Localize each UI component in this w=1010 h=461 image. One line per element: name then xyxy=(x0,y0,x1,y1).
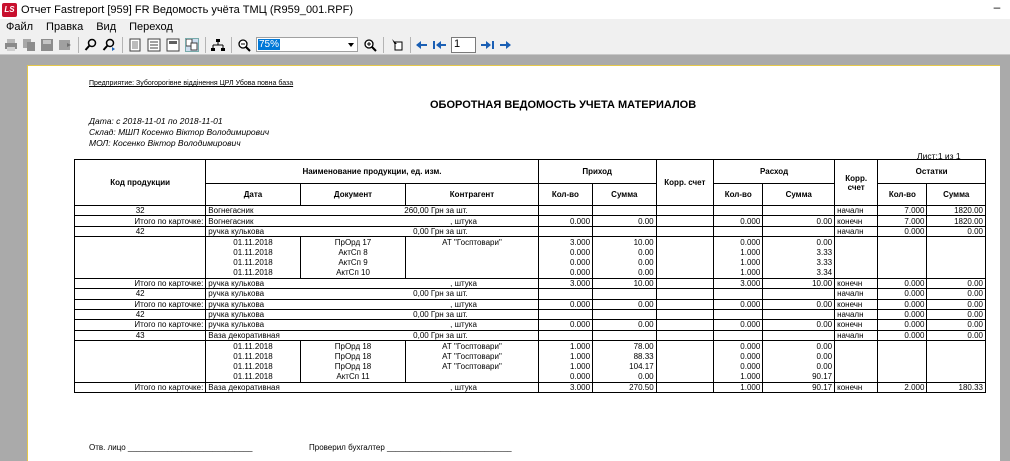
header-qty: Кол-во xyxy=(538,184,592,206)
balance-qty xyxy=(878,268,927,278)
expense-sum: 90.17 xyxy=(763,382,835,392)
page-view-icon[interactable] xyxy=(128,38,142,52)
corr-account xyxy=(656,341,713,351)
chevron-down-icon xyxy=(348,43,354,47)
doc-number: ПрОрд 17 xyxy=(300,237,406,247)
corr-account xyxy=(656,289,713,299)
expense-qty xyxy=(714,330,763,340)
document-row xyxy=(75,257,986,267)
doc-date: 01.11.2018 xyxy=(206,351,300,361)
doc-counterparty xyxy=(406,372,538,382)
total-row xyxy=(75,382,986,392)
corr-account xyxy=(656,216,713,226)
balance-kind: конечн xyxy=(835,278,878,288)
expense-sum: 90.17 xyxy=(763,372,835,382)
product-name: Вогнегасник xyxy=(206,216,300,226)
income-sum xyxy=(593,330,657,340)
corr-account xyxy=(656,320,713,330)
expense-qty xyxy=(714,226,763,236)
enterprise-label: Предприятие: Зубогорогівне віддінення ЦРЛ Убова повна база xyxy=(89,80,294,87)
income-sum: 0.00 xyxy=(593,257,657,267)
income-qty: 3.000 xyxy=(538,382,592,392)
page-width-icon[interactable] xyxy=(147,38,161,52)
income-sum: 0.00 xyxy=(593,216,657,226)
expense-sum xyxy=(763,206,835,216)
doc-date: 01.11.2018 xyxy=(206,361,300,371)
report-table xyxy=(74,159,986,393)
export-icon[interactable] xyxy=(58,38,72,52)
balance-sum: 0.00 xyxy=(927,330,986,340)
balance-sum xyxy=(927,361,986,371)
document-row xyxy=(75,268,986,278)
balance-kind: началн xyxy=(835,289,878,299)
expense-sum: 0.00 xyxy=(763,341,835,351)
income-qty: 3.000 xyxy=(538,237,592,247)
responsible-signature: Отв. лицо ____________________________ xyxy=(89,443,253,452)
balance-sum: 0.00 xyxy=(927,289,986,299)
corr-account xyxy=(656,309,713,319)
doc-counterparty: АТ "Госптовари" xyxy=(406,237,538,247)
income-qty: 0.000 xyxy=(538,216,592,226)
product-unit: , штука xyxy=(300,278,538,288)
header-document: Документ xyxy=(300,184,406,206)
item-row xyxy=(75,206,986,216)
income-sum: 0.00 xyxy=(593,299,657,309)
corr-account xyxy=(656,226,713,236)
balance-kind xyxy=(835,268,878,278)
minimize-button[interactable]: – xyxy=(993,0,1001,14)
document-row xyxy=(75,341,986,351)
corr-account xyxy=(656,247,713,257)
doc-date: 01.11.2018 xyxy=(206,268,300,278)
expense-qty: 1.000 xyxy=(714,372,763,382)
header-sum: Сумма xyxy=(593,184,657,206)
income-qty xyxy=(538,309,592,319)
income-sum: 0.00 xyxy=(593,320,657,330)
corr-account xyxy=(656,351,713,361)
doc-date: 01.11.2018 xyxy=(206,247,300,257)
income-sum: 270.50 xyxy=(593,382,657,392)
header-corr2: Корр. счет xyxy=(835,160,878,206)
balance-kind: началн xyxy=(835,226,878,236)
header-expense: Расход xyxy=(714,160,835,184)
income-sum: 0.00 xyxy=(593,372,657,382)
product-name: ручка кулькова xyxy=(206,289,300,299)
header-name: Наименование продукции, ед. изм. xyxy=(206,160,538,184)
table-header-row xyxy=(75,160,986,184)
product-unit: , штука xyxy=(300,320,538,330)
balance-qty xyxy=(878,361,927,371)
product-code: 42 xyxy=(75,289,206,299)
income-qty: 1.000 xyxy=(538,351,592,361)
balance-sum: 180.33 xyxy=(927,382,986,392)
expense-qty: 0.000 xyxy=(714,237,763,247)
header-income: Приход xyxy=(538,160,656,184)
product-price: 260,00 Грн за шт. xyxy=(300,206,538,216)
product-name: ручка кулькова xyxy=(206,278,300,288)
income-qty: 3.000 xyxy=(538,278,592,288)
corr-account xyxy=(656,278,713,288)
corr-account xyxy=(656,330,713,340)
balance-sum: 1820.00 xyxy=(927,216,986,226)
document-row xyxy=(75,351,986,361)
expense-sum: 0.00 xyxy=(763,351,835,361)
menu-bar xyxy=(0,19,1010,35)
product-name: ручка кулькова xyxy=(206,309,300,319)
balance-kind xyxy=(835,372,878,382)
product-unit: , штука xyxy=(300,299,538,309)
income-sum: 0.00 xyxy=(593,247,657,257)
income-qty xyxy=(538,289,592,299)
code-cell xyxy=(75,341,206,351)
income-qty: 0.000 xyxy=(538,247,592,257)
expense-sum: 3.34 xyxy=(763,268,835,278)
header-date: Дата xyxy=(206,184,300,206)
doc-counterparty xyxy=(406,257,538,267)
toolbar-separator xyxy=(231,37,232,53)
product-code: 32 xyxy=(75,206,206,216)
document-row xyxy=(75,372,986,382)
page-number-input[interactable]: 1 xyxy=(451,37,476,53)
accountant-signature: Проверил бухгалтер ____________________________ xyxy=(309,443,512,452)
balance-qty: 0.000 xyxy=(878,309,927,319)
doc-date: 01.11.2018 xyxy=(206,341,300,351)
product-code: 42 xyxy=(75,309,206,319)
income-qty: 1.000 xyxy=(538,341,592,351)
zoom-in-icon[interactable] xyxy=(363,38,377,52)
expense-sum xyxy=(763,289,835,299)
product-unit: , штука xyxy=(300,382,538,392)
expense-sum: 3.33 xyxy=(763,257,835,267)
window-title: Отчет Fastreport [959] FR Ведомость учёта ТМЦ (R959_001.RPF) xyxy=(21,3,354,16)
total-row xyxy=(75,216,986,226)
item-row xyxy=(75,330,986,340)
expense-qty: 1.000 xyxy=(714,257,763,267)
menu-view[interactable]: Вид xyxy=(96,21,117,33)
product-name: Вогнегасник xyxy=(206,206,300,216)
code-cell xyxy=(75,247,206,257)
balance-qty xyxy=(878,372,927,382)
hand-tool-icon[interactable] xyxy=(390,38,404,52)
report-title: ОБОРОТНАЯ ВЕДОМОСТЬ УЧЕТА МАТЕРИАЛОВ xyxy=(430,99,697,111)
expense-sum: 10.00 xyxy=(763,278,835,288)
expense-sum xyxy=(763,330,835,340)
expense-qty: 0.000 xyxy=(714,299,763,309)
product-name: Ваза декоративная xyxy=(206,382,300,392)
balance-kind xyxy=(835,257,878,267)
balance-kind: конечн xyxy=(835,382,878,392)
save-icon[interactable] xyxy=(40,38,54,52)
report-page xyxy=(27,65,1000,461)
income-qty: 0.000 xyxy=(538,372,592,382)
tree-structure-icon[interactable] xyxy=(211,38,225,52)
item-row xyxy=(75,289,986,299)
expense-sum: 0.00 xyxy=(763,361,835,371)
doc-number: АктСп 9 xyxy=(300,257,406,267)
balance-qty xyxy=(878,341,927,351)
corr-account xyxy=(656,299,713,309)
total-label: Итого по карточке: xyxy=(75,382,206,392)
total-row xyxy=(75,320,986,330)
title-bar xyxy=(0,0,1010,19)
balance-kind: началн xyxy=(835,309,878,319)
app-logo-icon: LS xyxy=(2,3,17,17)
income-sum xyxy=(593,206,657,216)
find-icon[interactable] xyxy=(84,38,98,52)
expense-qty: 0.000 xyxy=(714,361,763,371)
doc-number: ПрОрд 18 xyxy=(300,361,406,371)
document-row xyxy=(75,247,986,257)
copy-icon[interactable] xyxy=(22,38,36,52)
balance-sum xyxy=(927,341,986,351)
balance-sum xyxy=(927,257,986,267)
balance-kind: началн xyxy=(835,330,878,340)
product-price: 0,00 Грн за шт. xyxy=(300,289,538,299)
corr-account xyxy=(656,361,713,371)
header-corr: Корр. счет xyxy=(656,160,713,206)
prev-page-icon[interactable] xyxy=(415,38,429,52)
toolbar-separator xyxy=(122,37,123,53)
expense-sum: 0.00 xyxy=(763,320,835,330)
header-code: Код продукции xyxy=(75,160,206,206)
balance-sum: 0.00 xyxy=(927,320,986,330)
product-code: 42 xyxy=(75,226,206,236)
report-date: Дата: с 2018-11-01 по 2018-11-01 xyxy=(89,116,223,126)
income-qty: 0.000 xyxy=(538,268,592,278)
total-label: Итого по карточке: xyxy=(75,216,206,226)
expense-sum xyxy=(763,226,835,236)
expense-qty: 1.000 xyxy=(714,382,763,392)
expense-qty: 1.000 xyxy=(714,247,763,257)
balance-kind xyxy=(835,361,878,371)
expense-qty: 0.000 xyxy=(714,216,763,226)
income-qty xyxy=(538,206,592,216)
balance-qty xyxy=(878,351,927,361)
doc-number: АктСп 8 xyxy=(300,247,406,257)
document-row xyxy=(75,237,986,247)
product-price: 0,00 Грн за шт. xyxy=(300,309,538,319)
product-name: Ваза декоративная xyxy=(206,330,300,340)
first-page-icon[interactable] xyxy=(433,38,447,52)
toolbar-separator xyxy=(383,37,384,53)
balance-kind xyxy=(835,247,878,257)
whole-page-icon[interactable] xyxy=(166,38,180,52)
expense-qty xyxy=(714,289,763,299)
code-cell xyxy=(75,372,206,382)
expense-qty: 1.000 xyxy=(714,268,763,278)
balance-qty: 0.000 xyxy=(878,226,927,236)
expense-qty: 0.000 xyxy=(714,320,763,330)
multi-page-icon[interactable] xyxy=(185,38,199,52)
expense-sum xyxy=(763,309,835,319)
balance-qty: 2.000 xyxy=(878,382,927,392)
balance-kind xyxy=(835,351,878,361)
menu-edit[interactable]: Правка xyxy=(46,21,84,33)
income-qty xyxy=(538,226,592,236)
find-next-icon[interactable] xyxy=(102,38,116,52)
doc-number: АктСп 11 xyxy=(300,372,406,382)
balance-qty: 0.000 xyxy=(878,289,927,299)
corr-account xyxy=(656,206,713,216)
expense-sum: 0.00 xyxy=(763,299,835,309)
balance-sum: 0.00 xyxy=(927,278,986,288)
last-page-icon[interactable] xyxy=(480,38,494,52)
code-cell xyxy=(75,361,206,371)
corr-account xyxy=(656,237,713,247)
income-qty: 0.000 xyxy=(538,299,592,309)
toolbar-separator xyxy=(410,37,411,53)
product-unit: , штука xyxy=(300,216,538,226)
corr-account xyxy=(656,257,713,267)
income-sum xyxy=(593,309,657,319)
doc-number: АктСп 10 xyxy=(300,268,406,278)
doc-number: ПрОрд 18 xyxy=(300,351,406,361)
expense-qty: 0.000 xyxy=(714,341,763,351)
balance-qty xyxy=(878,237,927,247)
balance-kind xyxy=(835,341,878,351)
income-sum: 10.00 xyxy=(593,278,657,288)
balance-kind: конечн xyxy=(835,299,878,309)
income-sum xyxy=(593,289,657,299)
doc-date: 01.11.2018 xyxy=(206,237,300,247)
doc-counterparty: АТ "Госптовари" xyxy=(406,341,538,351)
income-sum: 104.17 xyxy=(593,361,657,371)
balance-sum xyxy=(927,237,986,247)
total-label: Итого по карточке: xyxy=(75,299,206,309)
total-label: Итого по карточке: xyxy=(75,278,206,288)
total-label: Итого по карточке: xyxy=(75,320,206,330)
next-page-icon[interactable] xyxy=(498,38,512,52)
balance-kind: конечн xyxy=(835,320,878,330)
balance-sum: 1820.00 xyxy=(927,206,986,216)
report-mol: МОЛ: Косенко Віктор Володимирович xyxy=(89,138,241,148)
code-cell xyxy=(75,268,206,278)
balance-sum xyxy=(927,268,986,278)
report-warehouse: Склад: МШП Косенко Віктор Володимирович xyxy=(89,127,270,137)
doc-counterparty: АТ "Госптовари" xyxy=(406,351,538,361)
income-qty: 0.000 xyxy=(538,320,592,330)
balance-sum: 0.00 xyxy=(927,226,986,236)
zoom-select[interactable] xyxy=(256,37,358,52)
toolbar-separator xyxy=(205,37,206,53)
item-row xyxy=(75,226,986,236)
corr-account xyxy=(656,382,713,392)
product-name: ручка кулькова xyxy=(206,226,300,236)
doc-counterparty xyxy=(406,247,538,257)
corr-account xyxy=(656,268,713,278)
balance-qty xyxy=(878,247,927,257)
report-viewport[interactable] xyxy=(0,55,1010,461)
product-code: 43 xyxy=(75,330,206,340)
print-icon[interactable] xyxy=(4,38,18,52)
code-cell xyxy=(75,351,206,361)
expense-qty xyxy=(714,309,763,319)
expense-qty xyxy=(714,206,763,216)
income-qty: 1.000 xyxy=(538,361,592,371)
income-sum: 78.00 xyxy=(593,341,657,351)
balance-sum xyxy=(927,351,986,361)
item-row xyxy=(75,309,986,319)
header-balance: Остатки xyxy=(878,160,986,184)
code-cell xyxy=(75,237,206,247)
balance-qty: 0.000 xyxy=(878,320,927,330)
balance-qty: 0.000 xyxy=(878,299,927,309)
doc-counterparty: АТ "Госптовари" xyxy=(406,361,538,371)
balance-sum xyxy=(927,372,986,382)
toolbar-separator xyxy=(78,37,79,53)
expense-sum: 0.00 xyxy=(763,216,835,226)
balance-qty: 7.000 xyxy=(878,206,927,216)
balance-qty: 0.000 xyxy=(878,278,927,288)
expense-sum: 3.33 xyxy=(763,247,835,257)
zoom-out-icon[interactable] xyxy=(237,38,251,52)
doc-counterparty xyxy=(406,268,538,278)
menu-navigate[interactable]: Переход xyxy=(129,21,173,33)
menu-file[interactable]: Файл xyxy=(6,21,34,33)
balance-sum xyxy=(927,247,986,257)
balance-sum: 0.00 xyxy=(927,309,986,319)
zoom-value: 75% xyxy=(259,39,280,50)
sheet-number: Лист:1 из 1 xyxy=(917,151,961,161)
total-row xyxy=(75,299,986,309)
expense-qty: 0.000 xyxy=(714,351,763,361)
expense-qty: 3.000 xyxy=(714,278,763,288)
header-sum2: Сумма xyxy=(763,184,835,206)
corr-account xyxy=(656,372,713,382)
balance-qty xyxy=(878,257,927,267)
document-row xyxy=(75,361,986,371)
doc-date: 01.11.2018 xyxy=(206,257,300,267)
product-name: ручка кулькова xyxy=(206,320,300,330)
income-sum: 88.33 xyxy=(593,351,657,361)
balance-sum: 0.00 xyxy=(927,299,986,309)
header-qty2: Кол-во xyxy=(714,184,763,206)
income-sum xyxy=(593,226,657,236)
product-price: 0,00 Грн за шт. xyxy=(300,330,538,340)
product-price: 0,00 Грн за шт. xyxy=(300,226,538,236)
expense-sum: 0.00 xyxy=(763,237,835,247)
doc-number: ПрОрд 18 xyxy=(300,341,406,351)
balance-kind: конечн xyxy=(835,216,878,226)
doc-date: 01.11.2018 xyxy=(206,372,300,382)
balance-kind: началн xyxy=(835,206,878,216)
balance-kind xyxy=(835,237,878,247)
income-qty xyxy=(538,330,592,340)
income-sum: 10.00 xyxy=(593,237,657,247)
toolbar xyxy=(0,35,1010,55)
balance-qty: 0.000 xyxy=(878,330,927,340)
total-row xyxy=(75,278,986,288)
product-name: ручка кулькова xyxy=(206,299,300,309)
income-qty: 0.000 xyxy=(538,257,592,267)
header-counterparty: Контрагент xyxy=(406,184,538,206)
code-cell xyxy=(75,257,206,267)
header-sum3: Сумма xyxy=(927,184,986,206)
balance-qty: 7.000 xyxy=(878,216,927,226)
income-sum: 0.00 xyxy=(593,268,657,278)
header-qty3: Кол-во xyxy=(878,184,927,206)
